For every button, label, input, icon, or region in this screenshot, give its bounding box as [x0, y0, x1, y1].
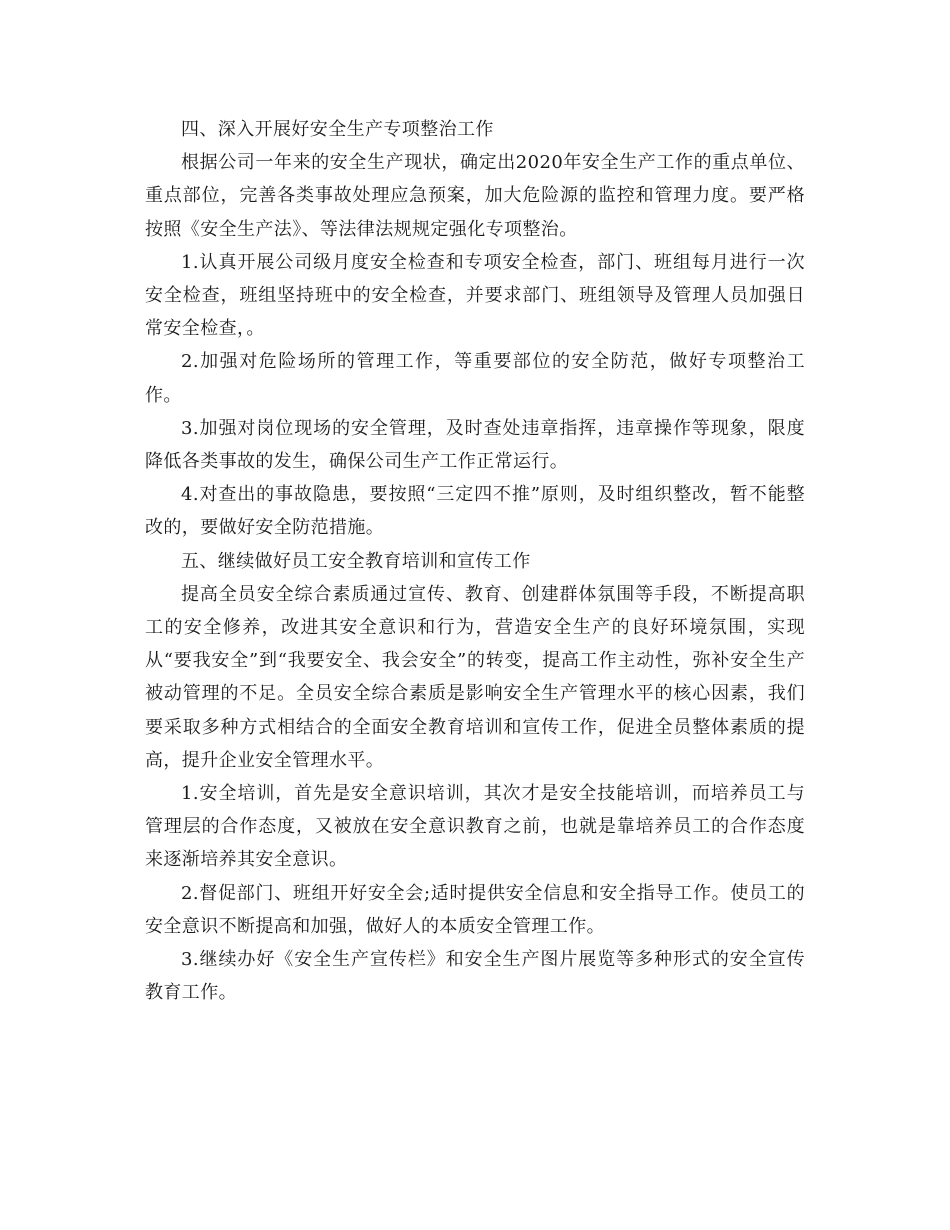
- list-item: 4.对查出的事故隐患，要按照“三定四不推”原则，及时组织整改，暂不能整改的，要做好安全防范措施。: [145, 484, 805, 539]
- section-heading-4: 四、深入开展好安全生产专项整治工作: [181, 119, 494, 140]
- paragraph: 根据公司一年来的安全生产现状，确定出2020年安全生产工作的重点单位、重点部位，完善各类事故处理应急预案，加大危险源的监控和管理力度。要严格按照《安全生产法》、等法律法规规定强化专项整治。: [145, 152, 805, 240]
- paragraph: 提高全员安全综合素质通过宣传、教育、创建群体氛围等手段，不断提高职工的安全修养，改进其安全意识和行为，营造安全生产的良好环境氛围，实现从“要我安全”到“我要安全、我会安全”的转变，提高工作主动性，弥补安全生产被动管理的不足。全员安全综合素质是影响安全生产管理水平的核心因素，我们要采取多种方式相结合的全面安全教育培训和宣传工作，促进全员整体素质的提高，提升企业安全管理水平。: [145, 583, 805, 771]
- list-item: 2.加强对危险场所的管理工作，等重要部位的安全防范，做好专项整治工作。: [145, 351, 805, 406]
- document-body: [145, 113, 805, 1009]
- list-item: 3.加强对岗位现场的安全管理，及时查处违章指挥，违章操作等现象，限度降低各类事故的发生，确保公司生产工作正常运行。: [145, 417, 805, 473]
- section-heading-5: 五、继续做好员工安全教育培训和宣传工作: [181, 550, 531, 572]
- list-item: 2.督促部门、班组开好安全会;适时提供安全信息和安全指导工作。使员工的安全意识不断提高和加强，做好人的本质安全管理工作。: [145, 882, 805, 937]
- list-item: 3.继续办好《安全生产宣传栏》和安全生产图片展览等多种形式的安全宣传教育工作。: [145, 949, 805, 1004]
- list-item: 1.安全培训，首先是安全意识培训，其次才是安全技能培训，而培养员工与管理层的合作态度，又被放在安全意识教育之前，也就是靠培养员工的合作态度来逐渐培养其安全意识。: [145, 783, 805, 871]
- list-item: 1.认真开展公司级月度安全检查和专项安全检查，部门、班组每月进行一次安全检查，班组坚持班中的安全检查，并要求部门、班组领导及管理人员加强日常安全检查，。: [145, 251, 805, 340]
